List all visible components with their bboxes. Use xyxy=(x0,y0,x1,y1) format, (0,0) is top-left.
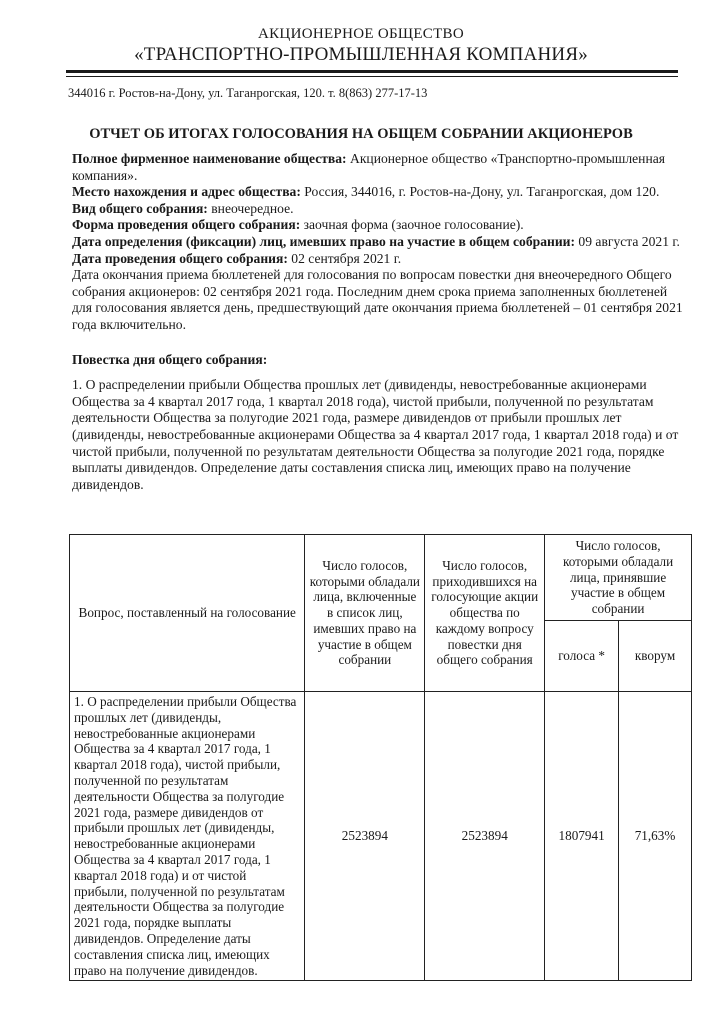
company-type: АКЦИОНЕРНОЕ ОБЩЕСТВО xyxy=(258,26,464,42)
agenda-heading: Повестка дня общего собрания: xyxy=(72,351,268,367)
row-votes: 1807941 xyxy=(545,692,619,981)
table-row xyxy=(70,692,692,981)
company-address: 344016 г. Ростов-на-Дону, ул. Таганрогская, 120. т. 8(863) 277-17-13 xyxy=(68,86,428,100)
column-header-participants: Число голосов, которыми обладали лица, принявшие участие в общем собрании xyxy=(545,535,692,621)
meeting-kind-value: внеочередное. xyxy=(211,200,294,216)
agenda-item-1: 1. О распределении прибыли Общества прошлых лет (дивиденды, невостребованные акционерами Общества за 4 квартал 2017 года, 1 квартал 2018 года), чистой прибыли, полученной по результатам деятельности Общества за полугодие 2021 года, размере дивидендов от прибыли прошлых лет (дивиденды, невостребованные акционерами Общества за 4 квартал 2017 года, 1 квартал 2018 года) и от чистой прибыли, полученной по результатам деятельности Общества за полугодие 2021 года, порядке выплаты дивидендов. Определение даты составления списка лиц, имеющих право на получение дивидендов. xyxy=(72,377,679,492)
column-header-shares: Число голосов, приходившихся на голосующие акции общества по каждому вопросу повестки дня общего собрания xyxy=(425,535,545,692)
report-body xyxy=(72,151,686,493)
location-field xyxy=(72,184,686,201)
full-name-value: Акционерное общество «Транспортно-промышленная компания». xyxy=(72,151,666,183)
meeting-kind-label: Вид общего собрания: xyxy=(72,200,208,216)
report-title: ОТЧЕТ ОБ ИТОГАХ ГОЛОСОВАНИЯ НА ОБЩЕМ СОБРАНИИ АКЦИОНЕРОВ xyxy=(89,126,633,142)
record-date-label: Дата определения (фиксации) лиц, имевших право на участие в общем собрании: xyxy=(72,233,576,249)
location-label: Место нахождения и адрес общества: xyxy=(72,184,301,200)
full-name-field xyxy=(72,151,686,184)
meeting-kind-field xyxy=(72,201,686,218)
record-date-value: 09 августа 2021 г. xyxy=(578,233,680,249)
row-shares: 2523894 xyxy=(425,692,545,981)
column-header-eligible: Число голосов, которыми обладали лица, включенные в список лиц, имевших право на участие в общем собрании xyxy=(305,535,425,692)
column-header-quorum: кворум xyxy=(619,621,692,692)
voting-results-table xyxy=(69,534,692,981)
meeting-date-label: Дата проведения общего собрания: xyxy=(72,250,288,266)
meeting-form-label: Форма проведения общего собрания: xyxy=(72,217,301,233)
meeting-form-value: заочная форма (заочное голосование). xyxy=(303,217,524,233)
meeting-date-field xyxy=(72,251,686,268)
meeting-date-value: 02 сентября 2021 г. xyxy=(291,250,402,266)
column-header-question: Вопрос, поставленный на голосование xyxy=(70,535,305,692)
full-name-label: Полное фирменное наименование общества: xyxy=(72,151,347,166)
row-quorum: 71,63% xyxy=(619,692,692,981)
header-rule-thin xyxy=(66,76,678,77)
meeting-form-field xyxy=(72,217,686,234)
column-header-votes: голоса * xyxy=(545,621,619,692)
ballot-deadline-text: Дата окончания приема бюллетеней для голосования по вопросам повестки дня внеочередного Общего собрания акционеров: 02 сентября 2021 года. Последним днем срока приема заполненных бюллетеней для голосования является день, предшествующий дате окончания приема бюллетеней – 01 сентября 2021 года включительно. xyxy=(72,267,683,332)
location-value: Россия, 344016, г. Ростов-на-Дону, ул. Таганрогская, дом 120. xyxy=(304,184,660,200)
row-eligible: 2523894 xyxy=(305,692,425,981)
row-question: 1. О распределении прибыли Общества прошлых лет (дивиденды, невостребованные акционерами Общества за 4 квартал 2017 года, 1 квартал 2018 года), чистой прибыли, полученной по результатам деятельности Общества за полугодие 2021 года, размере дивидендов от прибыли прошлых лет (дивиденды, невостребованные акционерами Общества за 4 квартал 2017 года, 1 квартал 2018 года) и от чистой прибыли, полученной по результатам деятельности Общества за полугодие 2021 года, порядке выплаты дивидендов. Определение даты составления списка лиц, имеющих право на получение дивидендов. xyxy=(70,692,305,981)
header-rule-thick xyxy=(66,70,678,73)
record-date-field xyxy=(72,234,686,251)
company-name: «ТРАНСПОРТНО-ПРОМЫШЛЕННАЯ КОМПАНИЯ» xyxy=(134,44,588,65)
